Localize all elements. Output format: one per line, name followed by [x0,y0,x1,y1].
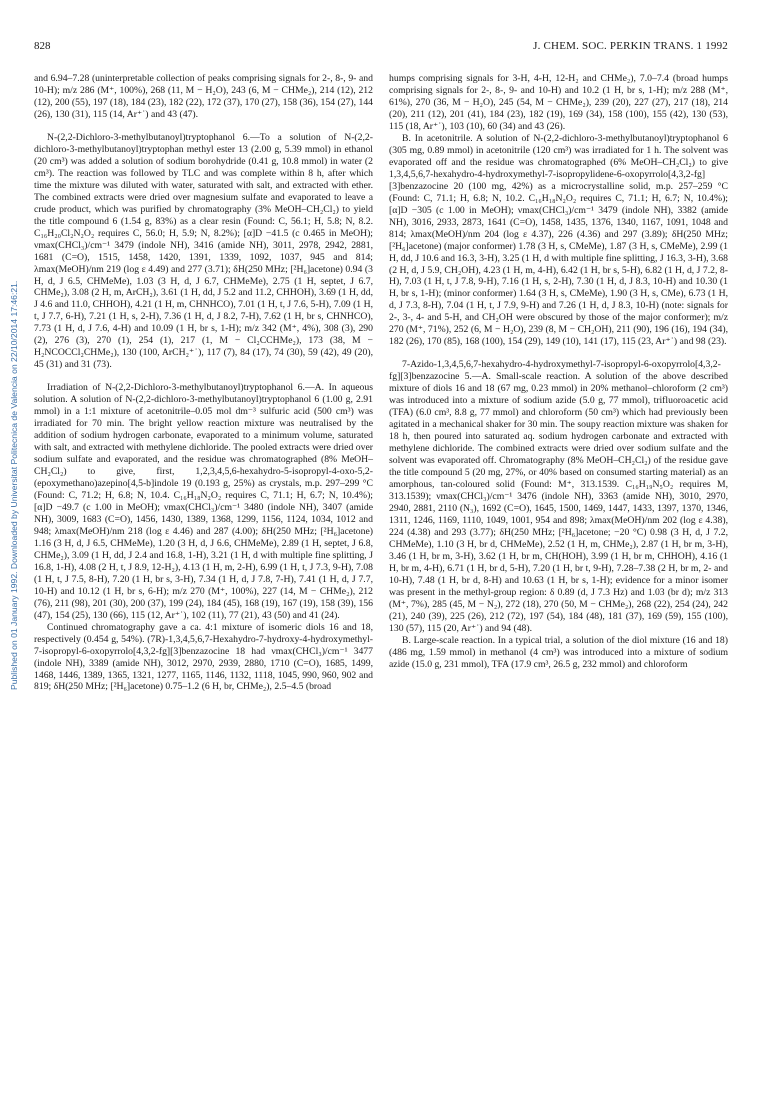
left-column [34,73,373,693]
paragraph: B. In acetonitrile. A solution of N-(2,2-dichloro-3-methylbutanoyl)tryptophanol 6 (305 mg, 0.89 mmol) in acetonitrile (120 cm³) was irradiated for 1 h. The solvent was evaporated off and the residue was chromatographed (6% MeOH–CH₂Cl₂) to give 1,3,4,5,6,7-hexahydro-4-hydroxymethyl-7-isopropylidene-6-oxopyrrolo[4,3,2-fg][3]benzazocine 20 (100 mg, 42%) as a microcrystalline solid, m.p. 257–259 °C (Found: C, 71.1; H, 6.8; N, 10.2. C₁₆H₁₈N₂O₂ requires C, 71.1; H, 6.7; N, 10.4%); [α]D −305 (c 1.00 in MeOH); νmax(CHCl₃)/cm⁻¹ 3479 (indole NH), 3382 (amide NH), 3016, 2933, 2873, 1641 (C=O), 1458, 1435, 1376, 1340, 1167, 1091, 1048 and 814; λmax(MeOH)/nm 204 (log ε 4.37), 226 (4.36) and 297 (3.89); δH(250 MHz; [²H₆]acetone) (major conformer) 1.78 (3 H, s, CMeMe), 1.87 (3 H, s, CMeMe), 2.99 (1 H, dd, J 10.6 and 16.3, 3-H), 3.25 (1 H, d with multiple fine splitting, J 16.3, 3-H), 3.68 (2 H, d, J 5.9, CH₂OH), 4.23 (1 H, m, 4-H), 6.42 (1 H, br s, 5-H), 6.82 (1 H, d, J 7.2, 8-H), 7.03 (1 H, t, J 7.8, 9-H), 7.16 (1 H, s, 2-H), 7.30 (1 H, d, J 8.3, 10-H) and 10.30 (1 H, br s, 1-H); (minor conformer) 1.64 (3 H, s, CMeMe), 1.90 (3 H, s, CMe), 6.73 (1 H, d, J 7.3, 8-H), 7.04 (1 H, t, J 7.9, 9-H) and 7.26 (1 H, d, J 8.3, 10-H) (note: signals for 2-, 3-, 4- and 5-H, and CH₂OH were obscured by those of the major conformer); m/z 270 (M⁺, 71%), 252 (6, M − H₂O), 239 (8, M − CH₂OH), 211 (90), 196 (16), 194 (34), 182 (26), 170 (85), 168 (100), 154 (29), 149 (10), 141 (17), 115 (23, Ar⁺˙) and 98 (23). [389,132,728,348]
page-header [34,40,728,56]
paragraph: and 6.94–7.28 (uninterpretable collection of peaks comprising signals for 2-, 8-, 9- and 10-H); m/z 286 (M⁺, 100%), 268 (11, M − H₂O), 243 (6, M − CHMe₂), 214 (12), 212 (12), 200 (55), 197 (18), 184 (23), 182 (22), 172 (37), 170 (27), 158 (36), 154 (27), 144 (26), 130 (31), 115 (14, Ar⁺˙) and 43 (47). [34,73,374,120]
page-number: 828 [34,40,51,52]
paragraph: B. Large-scale reaction. In a typical trial, a solution of the diol mixture (16 and 18) (486 mg, 1.59 mmol) in methanol (4 cm³) was introduced into a mixture of sodium azide (15.0 g, 231 mmol), TFA (17.9 cm³, 26.5 g, 232 mmol) and chloroform [389,634,728,670]
right-column [389,73,728,670]
paragraph: 7-Azido-1,3,4,5,6,7-hexahydro-4-hydroxymethyl-7-isopropyl-6-oxopyrrolo[4,3,2-fg][3]benzazocine 5.—A. Small-scale reaction. A solution of the above described mixture of diols 16 and 18 (67 mg, 0.23 mmol) in 20% methanol–chloroform (2 cm³) was introduced into a mixture of sodium azide (5.0 g, 77 mmol), trifluoroacetic acid (TFA) (6.0 cm³, 8.8 g, 77 mmol) and chloroform (50 cm³) which had previously been agitated in a mechanical shaker for 30 min. The soupy reaction mixture was shaken for 18 h, then poured into saturated aq. sodium hydrogen carbonate and extracted with methylene dichloride. The combined extracts were dried over sodium sulfate and the solvent was evaporated off. Chromatography (8% MeOH–CH₂Cl₂) of the residue gave the title compound 5 (20 mg, 27%, or 40% based on consumed starting material) as an amorphous, tan-coloured solid (Found: M⁺, 313.1539. C₁₆H₁₉N₅O₂ requires M, 313.1539); νmax(CHCl₃)/cm⁻¹ 3476 (indole NH), 3363 (amide NH), 3010, 2970, 2940, 2881, 2110 (N₃), 1692 (C=O), 1645, 1500, 1469, 1447, 1433, 1397, 1370, 1346, 1311, 1246, 1169, 1110, 1049, 1001, 954 and 898; λmax(MeOH)/nm 202 (log ε 4.38), 224 (4.38) and 293 (3.77); δH(250 MHz; [²H₆]acetone; −20 °C) 0.98 (3 H, d, J 7.2, CHMeMe), 1.10 (3 H, br d, CHMeMe), 2.52 (1 H, m, CHMe₂), 2.87 (1 H, br m, 3-H), 3.46 (1 H, br m, 3-H), 3.62 (1 H, br m, CH(HOH), 3.99 (1 H, br m, CHHOH), 4.16 (1 H, br m, 4-H), 6.71 (1 H, br d, 5-H), 7.20 (1 H, br t, 9-H), 7.28–7.38 (2 H, br m, 2- and 10-H), 7.48 (1 H, br d, 8-H) and 10.63 (1 H, br s, 1-H); evidence for a minor isomer was present in the methyl-group region: δ 0.89 (d, J 7.3 Hz) and 1.03 (br d); m/z 313 (M⁺, 7%), 285 (45, M − N₂), 272 (18), 270 (50, M − CHMe₂), 268 (22), 254 (24), 242 (21), 240 (39), 225 (26), 212 (72), 197 (54), 184 (48), 181 (37), 169 (59), 155 (100), 130 (57), 115 (20, Ar⁺˙) and 94 (48). [389,359,728,634]
paragraph: humps comprising signals for 3-H, 4-H, 12-H₂ and CHMe₂), 7.0–7.4 (broad humps comprising signals for 2-, 8-, 9- and 10-H) and 10.2 (1 H, br s, 1-H); m/z 288 (M⁺, 61%), 270 (36, M − H₂O), 245 (54, M − CHMe₂), 239 (20), 227 (27), 217 (18), 214 (20), 211 (12), 201 (41), 184 (23), 182 (19), 169 (34), 158 (100), 155 (42), 130 (53), 115 (18, Ar⁺˙), 103 (10), 60 (34) and 43 (26). [389,73,728,132]
paragraph: Continued chromatography gave a ca. 4:1 mixture of isomeric diols 16 and 18, respectively (0.454 g, 54%). (7R)-1,3,4,5,6,7-Hexahydro-7-hydroxy-4-hydroxymethyl-7-isopropyl-6-oxopyrrolo[4,3,2-fg][3]benzazocine 18 had νmax(CHCl₃)/cm⁻¹ 3477 (indole NH), 3389 (amide NH), 3012, 2970, 2939, 2880, 1710 (C=O), 1685, 1499, 1468, 1446, 1389, 1365, 1321, 1277, 1165, 1146, 1132, 1118, 1045, 990, 960, 902 and 819; δH(250 MHz; [²H₆]acetone) 0.75–1.2 (6 H, br, CHMe₂), 2.5–4.5 (broad [34,621,373,693]
paragraph: N-(2,2-Dichloro-3-methylbutanoyl)tryptophanol 6.—To a solution of N-(2,2-dichloro-3-methylbutanoyl)tryptophan methyl ester 13 (2.00 g, 5.39 mmol) in ethanol (20 cm³) was added a solution of sodium borohydride (0.41 g, 10.8 mmol) in water (2 cm³). The reaction was followed by TLC and was complete within 8 h, after which time the mixture was diluted with water, saturated with salt, and extracted with ether. The combined extracts were dried over magnesium sulfate and evaporated to leave a crude product, which was purified by chromatography (3% MeOH–CH₂Cl₂) to yield the title compound 6 (1.54 g, 83%) as a clear resin (Found: C, 56.1; H, 5.8; N, 8.2. C₁₆H₂₀Cl₂N₂O₂ requires C, 56.0; H, 5.9; N, 8.2%); [α]D −41.5 (c 0.465 in MeOH); νmax(CHCl₃)/cm⁻¹ 3479 (indole NH), 3416 (amide NH), 3011, 2978, 2942, 2881, 1681 (C=O), 1515, 1458, 1420, 1391, 1339, 1092, 1037, 945 and 814; λmax(MeOH)/nm 219 (log ε 4.49) and 277 (3.71); δH(250 MHz; [²H₆]acetone) 0.94 (3 H, d, J 6.5, CHMeMe), 1.03 (3 H, d, J 6.7, CHMeMe), 2.75 (1 H, septet, J 6.7, CHMe₂), 3.08 (2 H, m, ArCH₂), 3.61 (1 H, dd, J 5.2 and 11.2, CHHOH), 3.69 (1 H, dd, J 4.6 and 11.0, CHHOH), 4.21 (1 H, m, CHNHCO), 7.01 (1 H, t, J 7.6, 5-H), 7.09 (1 H, t, J 7.7, 6-H), 7.21 (1 H, s, 2-H), 7.36 (1 H, d, J 8.2, 7-H), 7.62 (1 H, br s, CHNHCO), 7.73 (1 H, d, J 7.6, 4-H) and 10.09 (1 H, br s, 1-H); m/z 342 (M⁺, 4%), 308 (3), 290 (2), 276 (3), 270 (1), 254 (1), 217 (1, M − Cl₂CCHMe₂), 173 (38, M − H₂NCOCCl₂CHMe₂), 130 (100, ArCH₂⁺˙), 117 (7), 84 (17), 74 (30), 59 (42), 49 (20), 45 (31) and 31 (73). [34,131,373,371]
journal-title: J. CHEM. SOC. PERKIN TRANS. 1 1992 [533,40,728,52]
download-watermark: Published on 01 January 1992. Downloaded by Universitat Politecnica de Valencia on 22/10/2014 17:46:21. [9,280,19,690]
paragraph: Irradiation of N-(2,2-Dichloro-3-methylbutanoyl)tryptophanol 6.—A. In aqueous solution. A solution of N-(2,2-dichloro-3-methylbutanoyl)tryptophanol 6 (1.00 g, 2.91 mmol) in a 1:1 mixture of acetonitrile–0.05 mol dm⁻³ sulfuric acid (500 cm³) was irradiated for 70 min. The bright yellow reaction mixture was neutralised by the addition of sodium hydrogen carbonate, evaporated to a minimum volume, saturated with salt, and extracted with methylene dichloride. The pooled extracts were dried over sodium sulfate and evaporated, and the residue was chromatographed (8% MeOH–CH₂Cl₂) to give, first, 1,2,3,4,5,6-hexahydro-5-isopropyl-4-oxo-5,2-(epoxymethano)azepino[4,5-b]indole 19 (0.193 g, 25%) as crystals, m.p. 297–299 °C (Found: C, 71.2; H, 6.8; N, 10.4. C₁₆H₁₈N₂O₂ requires C, 71.1; H, 6.7; N, 10.4%); [α]D −49.7 (c 1.00 in MeOH); νmax(CHCl₃)/cm⁻¹ 3480 (indole NH), 3407 (amide NH), 3009, 1683 (C=O), 1456, 1430, 1389, 1368, 1299, 1156, 1124, 1034, 1012 and 948; λmax(MeOH)/nm 218 (log ε 4.46) and 287 (4.00); δH(250 MHz; [²H₆]acetone) 1.16 (3 H, d, J 6.5, CHMeMe), 1.20 (3 H, d, J 6.6, CHMeMe), 2.89 (1 H, septet, J 6.8, CHMe₂), 3.09 (1 H, dd, J 2.4 and 16.8, 1-H), 3.21 (1 H, d with multiple fine splitting, J 16.8, 1-H), 4.08 (2 H, t, J 8.9, 12-H₂), 4.13 (1 H, m, 2-H), 6.99 (1 H, t, J 7.3, 9-H), 7.08 (1 H, t, J 7.5, 8-H), 7.20 (1 H, br s, 3-H), 7.34 (1 H, d, J 7.8, 7-H), 7.41 (1 H, d, J 7.7, 10-H) and 10.12 (1 H, br s, 6-H); m/z 270 (M⁺, 100%), 227 (14, M − CHMe₂), 212 (76), 211 (98), 201 (30), 200 (37), 199 (24), 184 (45), 168 (19), 167 (19), 158 (39), 156 (47), 154 (25), 130 (66), 115 (12, Ar⁺˙), 102 (11), 77 (21), 43 (50) and 41 (24). [34,382,373,621]
